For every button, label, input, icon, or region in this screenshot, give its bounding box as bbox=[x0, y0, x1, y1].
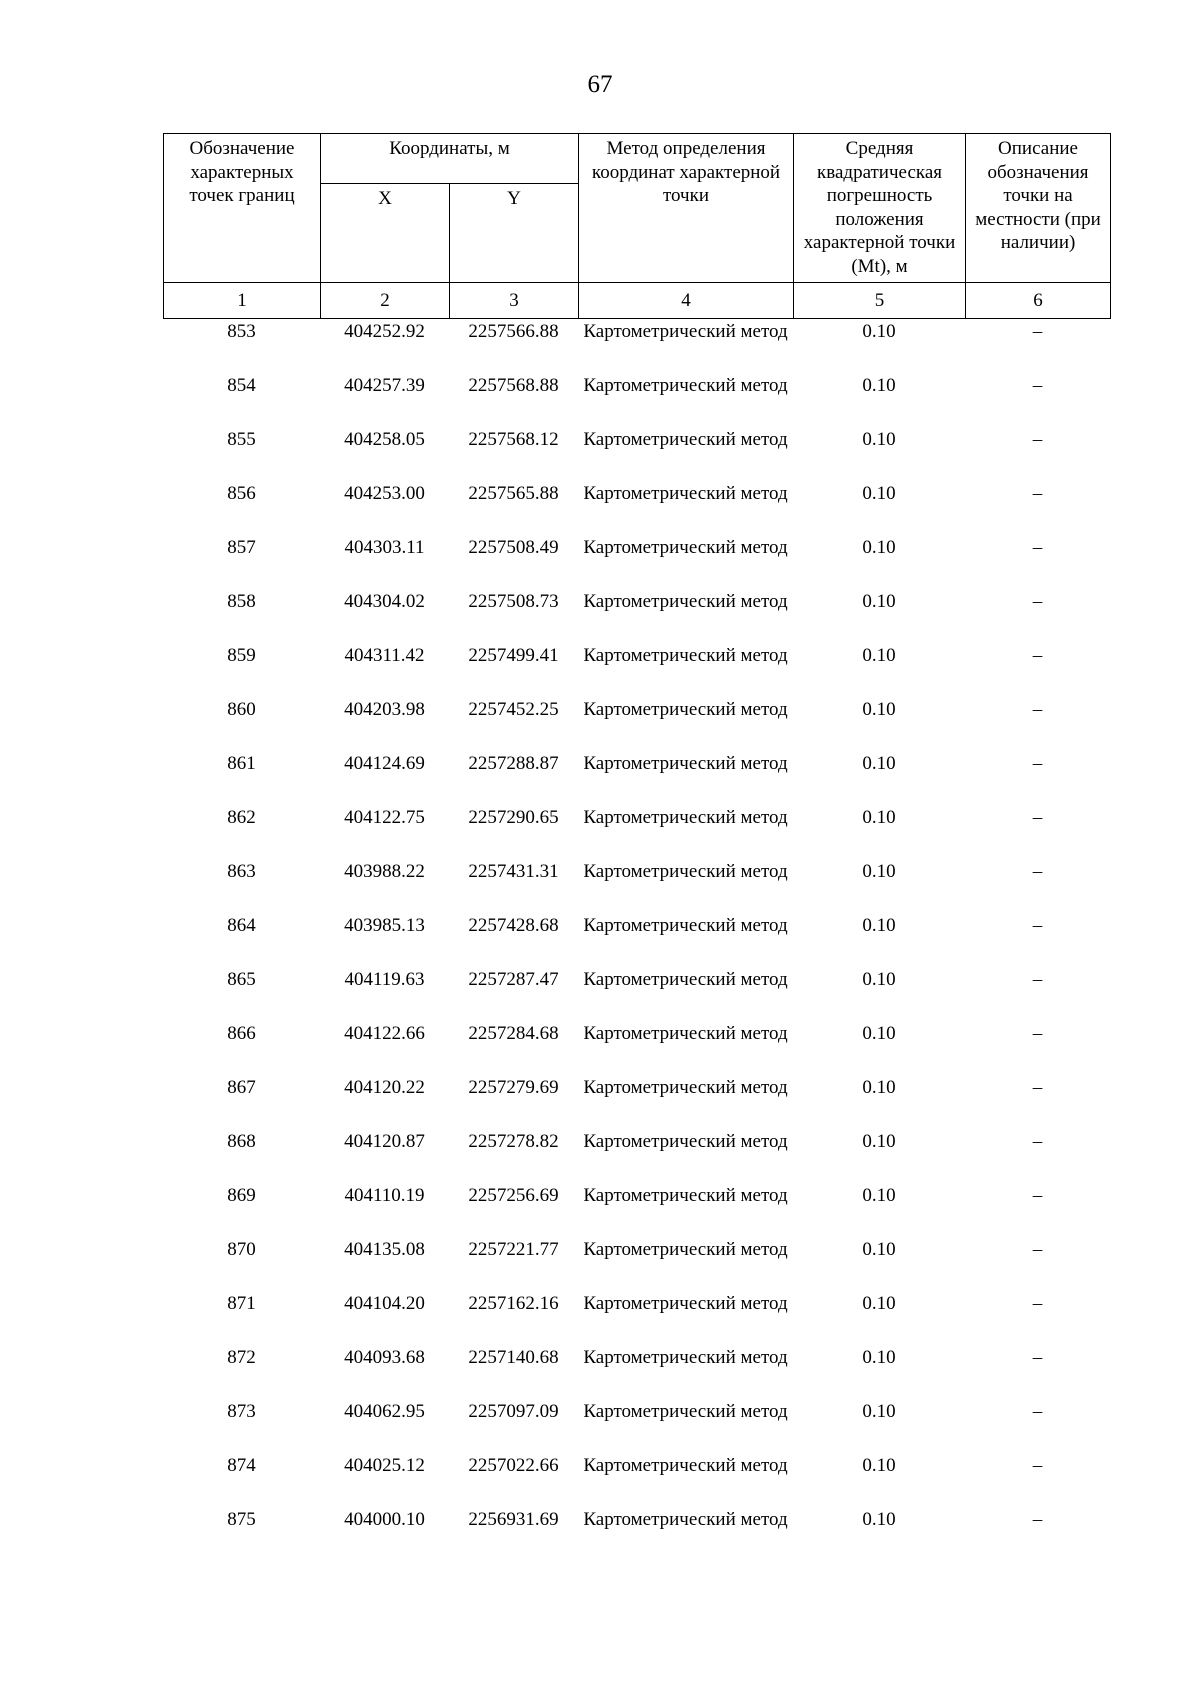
cell-point-number: 874 bbox=[227, 1455, 256, 1476]
cell-mean-square-error: 0.10 bbox=[862, 1131, 896, 1152]
header-coordinates: Координаты, м bbox=[321, 134, 579, 184]
cell-method: Картометрический метод bbox=[583, 1509, 788, 1530]
cell-point-number: 875 bbox=[227, 1509, 256, 1530]
table-row bbox=[163, 914, 1110, 968]
cell-point-number: 853 bbox=[227, 321, 256, 342]
table-row bbox=[163, 698, 1110, 752]
cell-point-number: 871 bbox=[227, 1293, 256, 1314]
cell-method: Картометрический метод bbox=[583, 1293, 788, 1314]
coordinates-table-body bbox=[163, 320, 1110, 1562]
cell-method: Картометрический метод bbox=[583, 1185, 788, 1206]
cell-x-coordinate: 404062.95 bbox=[344, 1401, 425, 1422]
cell-description: – bbox=[1032, 321, 1043, 342]
cell-point-number: 867 bbox=[227, 1077, 256, 1098]
table-row bbox=[163, 752, 1110, 806]
cell-description: – bbox=[1032, 861, 1043, 882]
cell-mean-square-error: 0.10 bbox=[862, 699, 896, 720]
cell-x-coordinate: 404093.68 bbox=[344, 1347, 425, 1368]
cell-point-number: 868 bbox=[227, 1131, 256, 1152]
cell-x-coordinate: 404311.42 bbox=[344, 645, 425, 666]
table-row bbox=[163, 806, 1110, 860]
cell-y-coordinate: 2257428.68 bbox=[468, 915, 559, 936]
cell-method: Картометрический метод bbox=[583, 591, 788, 612]
cell-point-number: 873 bbox=[227, 1401, 256, 1422]
cell-y-coordinate: 2256931.69 bbox=[468, 1509, 559, 1530]
cell-description: – bbox=[1032, 1023, 1043, 1044]
table-row bbox=[163, 1076, 1110, 1130]
cell-y-coordinate: 2257221.77 bbox=[468, 1239, 559, 1260]
cell-point-number: 854 bbox=[227, 375, 256, 396]
cell-point-number: 859 bbox=[227, 645, 256, 666]
cell-y-coordinate: 2257508.73 bbox=[468, 591, 559, 612]
cell-x-coordinate: 403988.22 bbox=[344, 861, 425, 882]
cell-x-coordinate: 404304.02 bbox=[344, 591, 425, 612]
cell-mean-square-error: 0.10 bbox=[862, 915, 896, 936]
cell-description: – bbox=[1032, 1401, 1043, 1422]
table-row bbox=[163, 428, 1110, 482]
cell-description: – bbox=[1032, 1131, 1043, 1152]
cell-description: – bbox=[1032, 1455, 1043, 1476]
cell-point-number: 856 bbox=[227, 483, 256, 504]
cell-description: – bbox=[1032, 807, 1043, 828]
cell-y-coordinate: 2257290.65 bbox=[468, 807, 559, 828]
cell-mean-square-error: 0.10 bbox=[862, 537, 896, 558]
cell-x-coordinate: 404124.69 bbox=[344, 753, 425, 774]
cell-point-number: 860 bbox=[227, 699, 256, 720]
cell-description: – bbox=[1032, 1293, 1043, 1314]
cell-method: Картометрический метод bbox=[583, 915, 788, 936]
cell-mean-square-error: 0.10 bbox=[862, 807, 896, 828]
cell-x-coordinate: 404257.39 bbox=[344, 375, 425, 396]
cell-mean-square-error: 0.10 bbox=[862, 1509, 896, 1530]
coordinates-table-header bbox=[163, 133, 1111, 319]
cell-y-coordinate: 2257452.25 bbox=[468, 699, 559, 720]
cell-mean-square-error: 0.10 bbox=[862, 1347, 896, 1368]
cell-method: Картометрический метод bbox=[583, 699, 788, 720]
cell-x-coordinate: 404120.87 bbox=[344, 1131, 425, 1152]
cell-mean-square-error: 0.10 bbox=[862, 375, 896, 396]
cell-y-coordinate: 2257279.69 bbox=[468, 1077, 559, 1098]
cell-y-coordinate: 2257565.88 bbox=[468, 483, 559, 504]
cell-description: – bbox=[1032, 915, 1043, 936]
table-row bbox=[163, 482, 1110, 536]
header-point-designation: Обозначение характерных точек границ bbox=[164, 134, 321, 283]
cell-y-coordinate: 2257278.82 bbox=[468, 1131, 559, 1152]
cell-description: – bbox=[1032, 537, 1043, 558]
cell-mean-square-error: 0.10 bbox=[862, 645, 896, 666]
table-row bbox=[163, 536, 1110, 590]
table-row bbox=[163, 1454, 1110, 1508]
cell-method: Картометрический метод bbox=[583, 1023, 788, 1044]
cell-description: – bbox=[1032, 753, 1043, 774]
table-row bbox=[163, 1184, 1110, 1238]
cell-method: Картометрический метод bbox=[583, 1401, 788, 1422]
header-x: X bbox=[321, 184, 450, 283]
cell-description: – bbox=[1032, 429, 1043, 450]
header-y: Y bbox=[450, 184, 579, 283]
table-row bbox=[163, 590, 1110, 644]
table-row bbox=[163, 1130, 1110, 1184]
header-mean-square-error: Средняя квадратическая погрешность положения характерной точки (Mt), м bbox=[794, 134, 966, 283]
cell-description: – bbox=[1032, 1239, 1043, 1260]
table-row bbox=[163, 1238, 1110, 1292]
cell-method: Картометрический метод bbox=[583, 645, 788, 666]
cell-y-coordinate: 2257140.68 bbox=[468, 1347, 559, 1368]
cell-method: Картометрический метод bbox=[583, 969, 788, 990]
column-number: 6 bbox=[966, 283, 1111, 319]
cell-description: – bbox=[1032, 645, 1043, 666]
column-number: 1 bbox=[164, 283, 321, 319]
cell-method: Картометрический метод bbox=[583, 807, 788, 828]
header-point-description: Описание обозначения точки на местности (при наличии) bbox=[966, 134, 1111, 283]
cell-x-coordinate: 404203.98 bbox=[344, 699, 425, 720]
cell-x-coordinate: 403985.13 bbox=[344, 915, 425, 936]
cell-mean-square-error: 0.10 bbox=[862, 753, 896, 774]
cell-y-coordinate: 2257499.41 bbox=[468, 645, 559, 666]
table-row bbox=[163, 1400, 1110, 1454]
cell-method: Картометрический метод bbox=[583, 1239, 788, 1260]
cell-mean-square-error: 0.10 bbox=[862, 1185, 896, 1206]
cell-point-number: 872 bbox=[227, 1347, 256, 1368]
table-row bbox=[163, 374, 1110, 428]
cell-method: Картометрический метод bbox=[583, 537, 788, 558]
cell-y-coordinate: 2257284.68 bbox=[468, 1023, 559, 1044]
cell-mean-square-error: 0.10 bbox=[862, 1293, 896, 1314]
cell-x-coordinate: 404122.66 bbox=[344, 1023, 425, 1044]
cell-x-coordinate: 404303.11 bbox=[344, 537, 425, 558]
cell-point-number: 863 bbox=[227, 861, 256, 882]
cell-description: – bbox=[1032, 1077, 1043, 1098]
cell-x-coordinate: 404253.00 bbox=[344, 483, 425, 504]
table-row bbox=[163, 1022, 1110, 1076]
cell-y-coordinate: 2257566.88 bbox=[468, 321, 559, 342]
cell-point-number: 869 bbox=[227, 1185, 256, 1206]
cell-method: Картометрический метод bbox=[583, 861, 788, 882]
table-row bbox=[163, 968, 1110, 1022]
column-number: 3 bbox=[450, 283, 579, 319]
cell-mean-square-error: 0.10 bbox=[862, 861, 896, 882]
cell-description: – bbox=[1032, 1347, 1043, 1368]
cell-x-coordinate: 404025.12 bbox=[344, 1455, 425, 1476]
cell-y-coordinate: 2257256.69 bbox=[468, 1185, 559, 1206]
cell-mean-square-error: 0.10 bbox=[862, 429, 896, 450]
table-row bbox=[163, 1292, 1110, 1346]
cell-method: Картометрический метод bbox=[583, 375, 788, 396]
column-number: 4 bbox=[579, 283, 794, 319]
cell-x-coordinate: 404252.92 bbox=[344, 321, 425, 342]
cell-x-coordinate: 404110.19 bbox=[344, 1185, 425, 1206]
table-row bbox=[163, 1508, 1110, 1562]
table-row bbox=[163, 320, 1110, 374]
cell-x-coordinate: 404122.75 bbox=[344, 807, 425, 828]
cell-y-coordinate: 2257097.09 bbox=[468, 1401, 559, 1422]
cell-x-coordinate: 404119.63 bbox=[344, 969, 425, 990]
table-row bbox=[163, 1346, 1110, 1400]
cell-x-coordinate: 404000.10 bbox=[344, 1509, 425, 1530]
page-number: 67 bbox=[587, 71, 613, 98]
cell-y-coordinate: 2257288.87 bbox=[468, 753, 559, 774]
cell-method: Картометрический метод bbox=[583, 483, 788, 504]
table-row bbox=[163, 644, 1110, 698]
cell-x-coordinate: 404258.05 bbox=[344, 429, 425, 450]
cell-method: Картометрический метод bbox=[583, 1347, 788, 1368]
cell-mean-square-error: 0.10 bbox=[862, 1023, 896, 1044]
cell-x-coordinate: 404104.20 bbox=[344, 1293, 425, 1314]
cell-point-number: 857 bbox=[227, 537, 256, 558]
cell-point-number: 865 bbox=[227, 969, 256, 990]
cell-y-coordinate: 2257568.88 bbox=[468, 375, 559, 396]
cell-description: – bbox=[1032, 591, 1043, 612]
cell-point-number: 870 bbox=[227, 1239, 256, 1260]
cell-y-coordinate: 2257508.49 bbox=[468, 537, 559, 558]
cell-method: Картометрический метод bbox=[583, 321, 788, 342]
cell-point-number: 862 bbox=[227, 807, 256, 828]
cell-x-coordinate: 404120.22 bbox=[344, 1077, 425, 1098]
cell-description: – bbox=[1032, 483, 1043, 504]
cell-description: – bbox=[1032, 1185, 1043, 1206]
cell-y-coordinate: 2257162.16 bbox=[468, 1293, 559, 1314]
cell-point-number: 864 bbox=[227, 915, 256, 936]
cell-point-number: 855 bbox=[227, 429, 256, 450]
table-row bbox=[163, 860, 1110, 914]
cell-description: – bbox=[1032, 1509, 1043, 1530]
cell-point-number: 861 bbox=[227, 753, 256, 774]
cell-description: – bbox=[1032, 969, 1043, 990]
cell-description: – bbox=[1032, 375, 1043, 396]
cell-y-coordinate: 2257431.31 bbox=[468, 861, 559, 882]
cell-mean-square-error: 0.10 bbox=[862, 321, 896, 342]
cell-method: Картометрический метод bbox=[583, 429, 788, 450]
header-method: Метод определения координат характерной точки bbox=[579, 134, 794, 283]
cell-mean-square-error: 0.10 bbox=[862, 591, 896, 612]
column-number: 2 bbox=[321, 283, 450, 319]
cell-mean-square-error: 0.10 bbox=[862, 1077, 896, 1098]
cell-method: Картометрический метод bbox=[583, 1455, 788, 1476]
cell-y-coordinate: 2257568.12 bbox=[468, 429, 559, 450]
cell-mean-square-error: 0.10 bbox=[862, 1239, 896, 1260]
cell-method: Картометрический метод bbox=[583, 1077, 788, 1098]
cell-y-coordinate: 2257022.66 bbox=[468, 1455, 559, 1476]
cell-point-number: 866 bbox=[227, 1023, 256, 1044]
cell-mean-square-error: 0.10 bbox=[862, 1401, 896, 1422]
cell-mean-square-error: 0.10 bbox=[862, 483, 896, 504]
cell-method: Картометрический метод bbox=[583, 753, 788, 774]
column-number: 5 bbox=[794, 283, 966, 319]
cell-mean-square-error: 0.10 bbox=[862, 1455, 896, 1476]
cell-method: Картометрический метод bbox=[583, 1131, 788, 1152]
cell-y-coordinate: 2257287.47 bbox=[468, 969, 559, 990]
cell-point-number: 858 bbox=[227, 591, 256, 612]
cell-description: – bbox=[1032, 699, 1043, 720]
cell-x-coordinate: 404135.08 bbox=[344, 1239, 425, 1260]
cell-mean-square-error: 0.10 bbox=[862, 969, 896, 990]
